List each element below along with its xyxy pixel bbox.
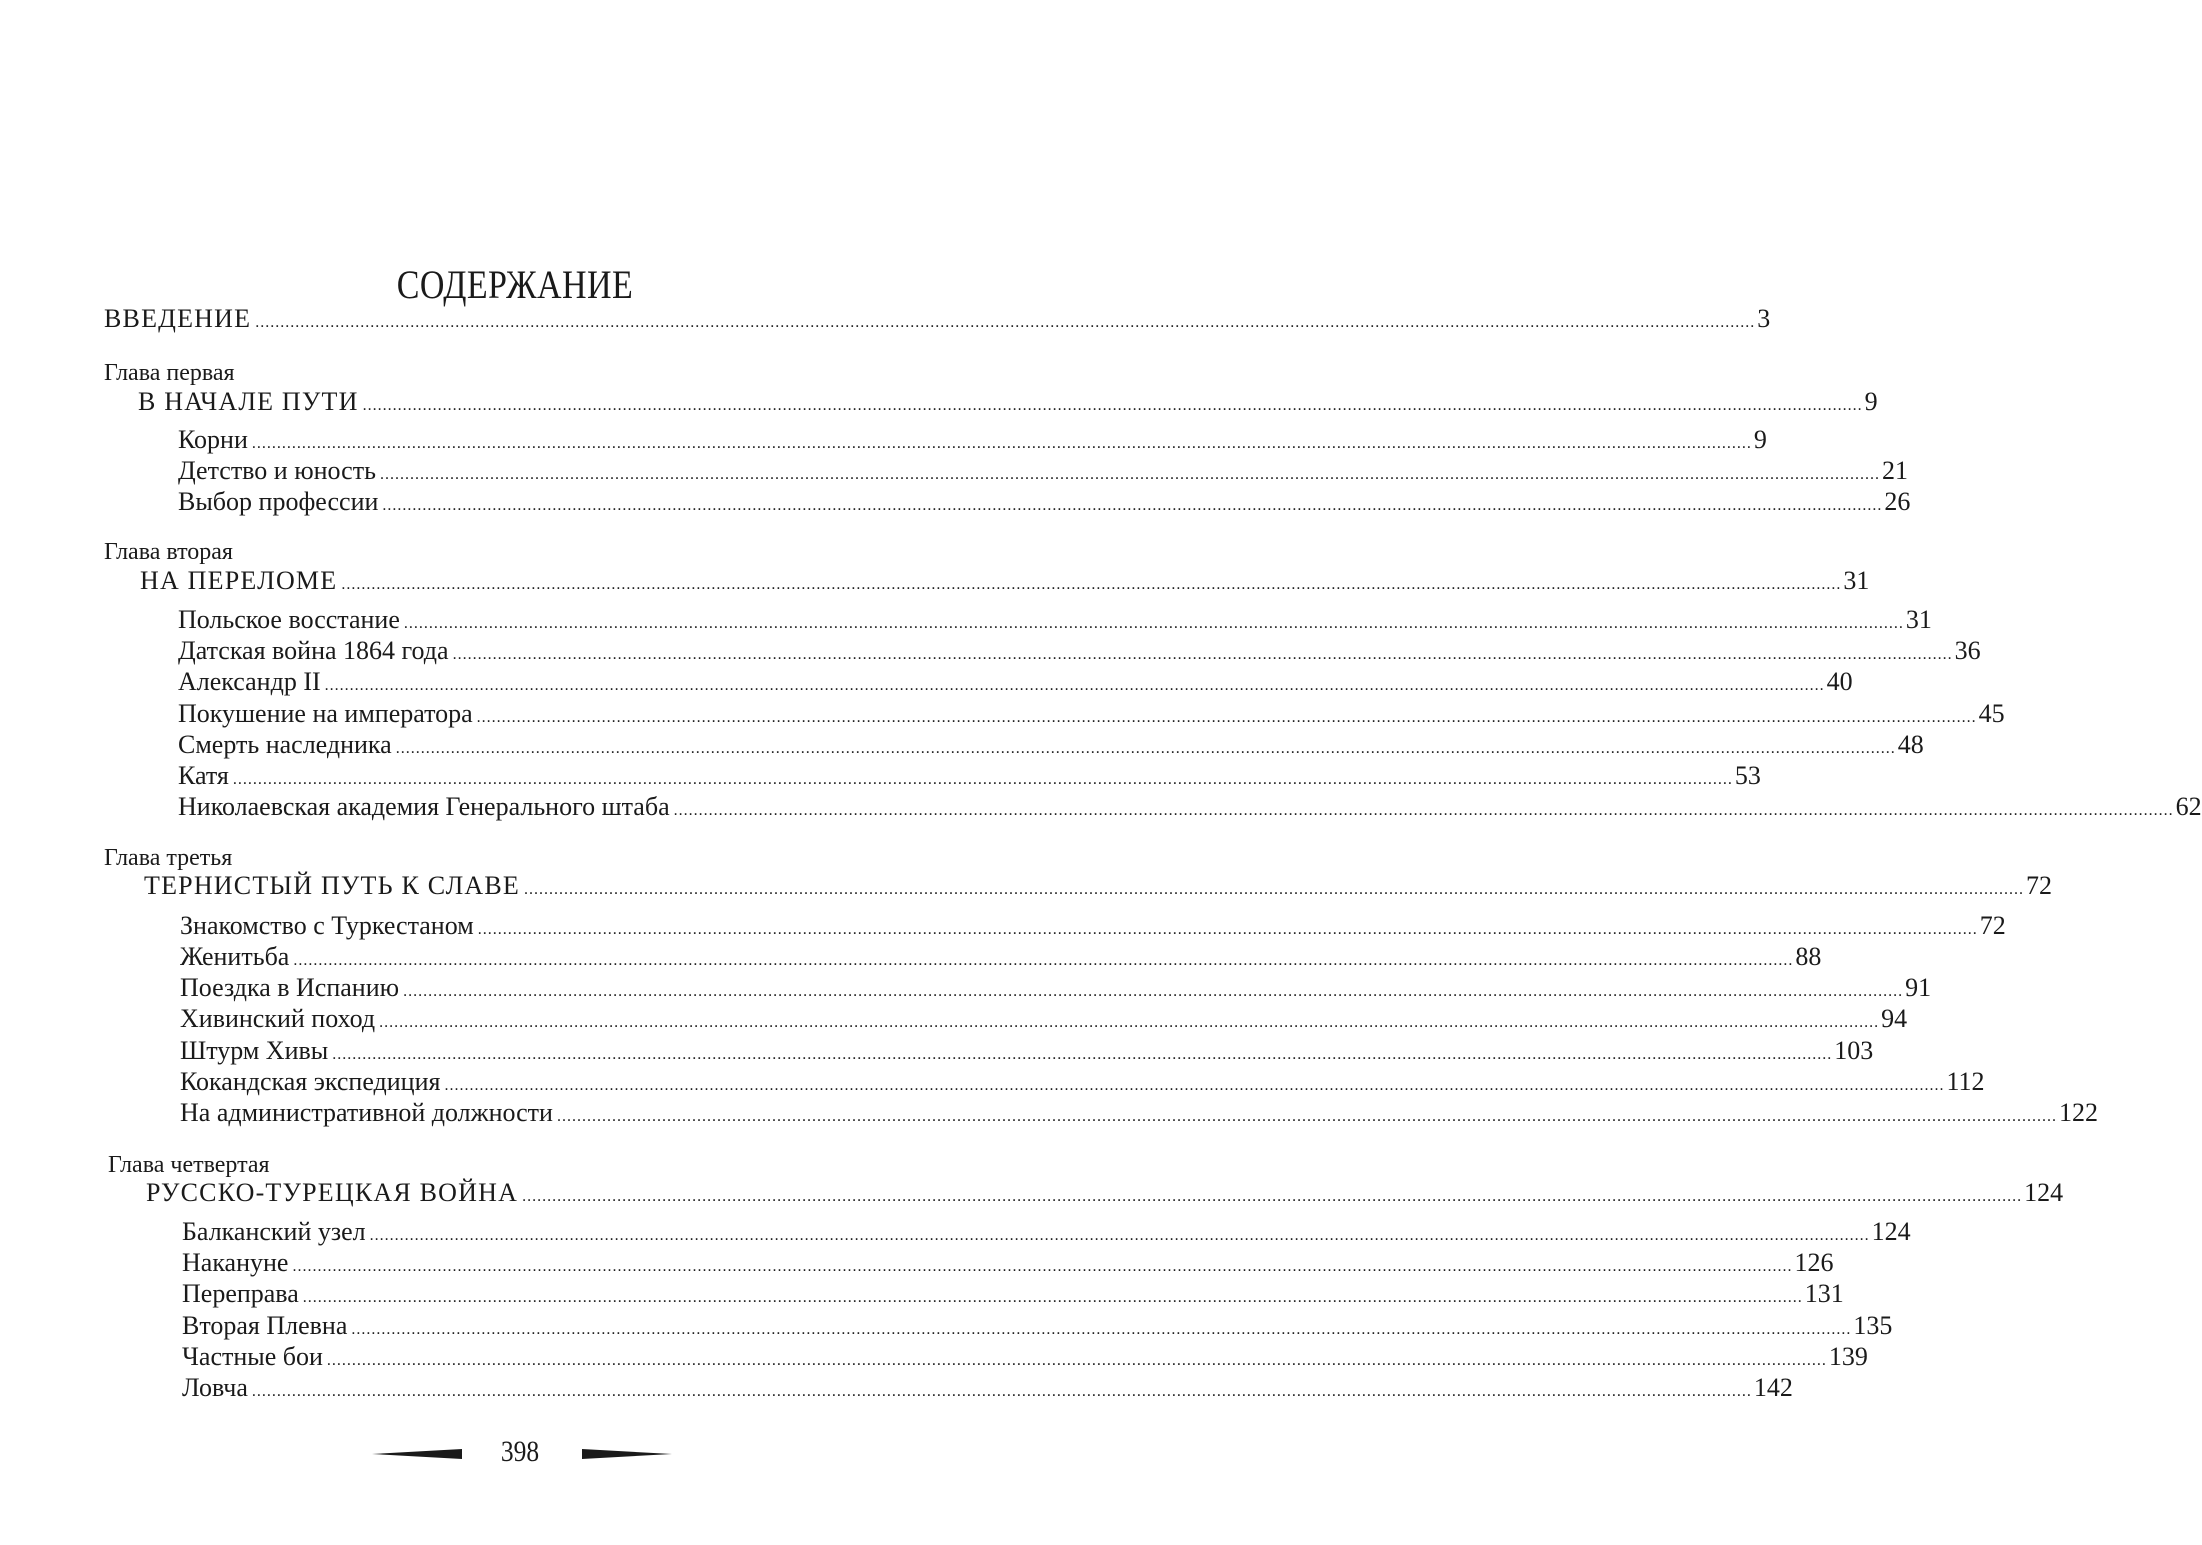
toc-entry-label: Накануне xyxy=(182,1248,289,1277)
leader-dots: ............................................................................................................................................................................................................................................................................................................ xyxy=(302,1289,1803,1306)
leader-dots: ............................................................................................................................................................................................................................................................................................................ xyxy=(341,576,1842,593)
toc-entry-page: 122 xyxy=(2058,1098,2098,1127)
toc-entry-label: Александр II xyxy=(178,667,321,696)
toc-entry-page: 62 xyxy=(2175,792,2202,821)
leader-dots: ............................................................................................................................................................................................................................................................................................................ xyxy=(403,615,1904,632)
leader-dots: ............................................................................................................................................................................................................................................................................................................ xyxy=(452,646,1953,663)
toc-entry-page: 72 xyxy=(2026,871,2053,900)
leader-dots: ............................................................................................................................................................................................................................................................................................................ xyxy=(522,1188,2023,1205)
toc-entry-label: Балканский узел xyxy=(182,1217,366,1246)
toc-entry-label: Датская война 1864 года xyxy=(178,636,449,665)
leader-dots: ............................................................................................................................................................................................................................................................................................................ xyxy=(369,1227,1870,1244)
leader-dots: ............................................................................................................................................................................................................................................................................................................ xyxy=(292,1258,1793,1275)
leader-dots: ............................................................................................................................................................................................................................................................................................................ xyxy=(556,1108,2057,1125)
leader-dots: ............................................................................................................................................................................................................................................................................................................ xyxy=(324,677,1825,694)
toc-entry-label: В НАЧАЛЕ ПУТИ xyxy=(138,387,359,416)
page-footer xyxy=(0,1430,1000,1474)
leader-dots: ............................................................................................................................................................................................................................................................................................................ xyxy=(251,435,1752,452)
leader-dots: ............................................................................................................................................................................................................................................................................................................ xyxy=(379,466,1880,483)
toc-entry-page: 36 xyxy=(1954,636,1981,665)
page-title: СОДЕРЖАНИЕ xyxy=(396,261,634,307)
leader-dots: ............................................................................................................................................................................................................................................................................................................ xyxy=(351,1321,1852,1338)
leader-dots: ............................................................................................................................................................................................................................................................................................................ xyxy=(362,397,1863,414)
toc-entry-label: Хивинский поход xyxy=(180,1004,376,1033)
toc-entry-label: НА ПЕРЕЛОМЕ xyxy=(140,566,338,595)
toc-entry-chapter[interactable] xyxy=(146,1177,2064,1213)
toc-entry-label: Знакомство с Туркестаном xyxy=(180,911,474,940)
toc-entry-label: Вторая Плевна xyxy=(182,1311,348,1340)
chapter-heading: Глава вторая xyxy=(104,539,233,565)
toc-entry-page: 72 xyxy=(1979,911,2006,940)
toc-entry-page: 88 xyxy=(1795,942,1822,971)
toc-entry-label: Выбор профессии xyxy=(178,487,379,516)
right-ornament xyxy=(582,1449,672,1459)
toc-entry-page: 103 xyxy=(1834,1036,1874,1065)
leader-dots: ............................................................................................................................................................................................................................................................................................................ xyxy=(524,881,2025,898)
toc-entry-chapter[interactable] xyxy=(140,565,1870,601)
toc-entry-label: Корни xyxy=(178,425,248,454)
toc-entry-page: 48 xyxy=(1897,730,1924,759)
leader-dots: ............................................................................................................................................................................................................................................................................................................ xyxy=(382,497,1883,514)
toc-entry-label: Поездка в Испанию xyxy=(180,973,400,1002)
leader-dots: ............................................................................................................................................................................................................................................................................................................ xyxy=(673,802,2174,819)
leader-dots: ............................................................................................................................................................................................................................................................................................................ xyxy=(255,314,1756,331)
toc-entry-page: 40 xyxy=(1826,667,1853,696)
toc-entry-label: РУССКО-ТУРЕЦКАЯ ВОЙНА xyxy=(146,1178,519,1207)
toc-entry-label: ВВЕДЕНИЕ xyxy=(104,304,252,333)
toc-entry-page: 142 xyxy=(1753,1373,1793,1402)
toc-entry-section[interactable] xyxy=(178,486,1911,522)
leader-dots: ............................................................................................................................................................................................................................................................................................................ xyxy=(379,1014,1880,1031)
chapter-heading: Глава третья xyxy=(104,845,233,871)
left-ornament xyxy=(372,1449,462,1459)
toc-entry-page: 126 xyxy=(1794,1248,1834,1277)
toc-entry-label: Покушение на императора xyxy=(178,699,473,728)
leader-dots: ............................................................................................................................................................................................................................................................................................................ xyxy=(326,1352,1827,1369)
toc-entry-page: 21 xyxy=(1881,456,1908,485)
toc-entry-section[interactable] xyxy=(178,791,2202,827)
toc-entry-section[interactable] xyxy=(178,666,1853,702)
toc-entry-page: 31 xyxy=(1905,605,1932,634)
toc-entry-page: 139 xyxy=(1828,1342,1868,1371)
leader-dots: ............................................................................................................................................................................................................................................................................................................ xyxy=(332,1046,1833,1063)
toc-entry-label: Женитьба xyxy=(180,942,290,971)
toc-entry-label: Кокандская экспедиция xyxy=(180,1067,441,1096)
leader-dots: ............................................................................................................................................................................................................................................................................................................ xyxy=(444,1077,1945,1094)
leader-dots: ............................................................................................................................................................................................................................................................................................................ xyxy=(293,952,1794,969)
toc-entry-page: 9 xyxy=(1753,425,1767,454)
toc-entry-label: На административной должности xyxy=(180,1098,553,1127)
chapter-heading: Глава четвертая xyxy=(108,1152,270,1178)
toc-entry-intro[interactable] xyxy=(104,303,1771,339)
leader-dots: ............................................................................................................................................................................................................................................................................................................ xyxy=(403,983,1904,1000)
toc-entry-label: Катя xyxy=(178,761,229,790)
toc-entry-label: Польское восстание xyxy=(178,605,400,634)
leader-dots: ............................................................................................................................................................................................................................................................................................................ xyxy=(476,709,1977,726)
leader-dots: ............................................................................................................................................................................................................................................................................................................ xyxy=(232,771,1733,788)
toc-entry-label: Смерть наследника xyxy=(178,730,392,759)
toc-entry-label: Штурм Хивы xyxy=(180,1036,329,1065)
toc-entry-page: 26 xyxy=(1884,487,1911,516)
toc-entry-section[interactable] xyxy=(180,1097,2098,1133)
toc-entry-page: 3 xyxy=(1757,304,1771,333)
toc-entry-page: 45 xyxy=(1978,699,2005,728)
leader-dots: ............................................................................................................................................................................................................................................................................................................ xyxy=(251,1383,1752,1400)
toc-entry-page: 9 xyxy=(1864,387,1878,416)
leader-dots: ............................................................................................................................................................................................................................................................................................................ xyxy=(477,921,1978,938)
toc-entry-page: 94 xyxy=(1881,1004,1908,1033)
toc-entry-section[interactable] xyxy=(182,1372,1793,1408)
toc-entry-page: 131 xyxy=(1804,1279,1844,1308)
toc-entry-page: 135 xyxy=(1853,1311,1893,1340)
toc-entry-label: Детство и юность xyxy=(178,456,376,485)
toc-entry-chapter[interactable] xyxy=(144,870,2053,906)
leader-dots: ............................................................................................................................................................................................................................................................................................................ xyxy=(395,740,1896,757)
page-number: 398 xyxy=(500,1435,540,1468)
toc-entry-page: 91 xyxy=(1905,973,1932,1002)
toc-entry-chapter[interactable] xyxy=(138,386,1878,422)
toc-entry-page: 53 xyxy=(1734,761,1761,790)
chapter-heading: Глава первая xyxy=(104,360,235,386)
toc-entry-page: 124 xyxy=(2024,1178,2064,1207)
toc-entry-label: Переправа xyxy=(182,1279,299,1308)
toc-entry-section[interactable] xyxy=(182,1278,1844,1314)
toc-entry-label: Ловча xyxy=(182,1373,248,1402)
toc-entry-section[interactable] xyxy=(180,1003,1908,1039)
toc-entry-page: 112 xyxy=(1946,1067,1985,1096)
toc-entry-label: ТЕРНИСТЫЙ ПУТЬ К СЛАВЕ xyxy=(144,871,521,900)
toc-entry-page: 124 xyxy=(1871,1217,1911,1246)
toc-entry-page: 31 xyxy=(1843,566,1870,595)
toc-entry-label: Частные бои xyxy=(182,1342,323,1371)
toc-entry-label: Николаевская академия Генерального штаба xyxy=(178,792,670,821)
